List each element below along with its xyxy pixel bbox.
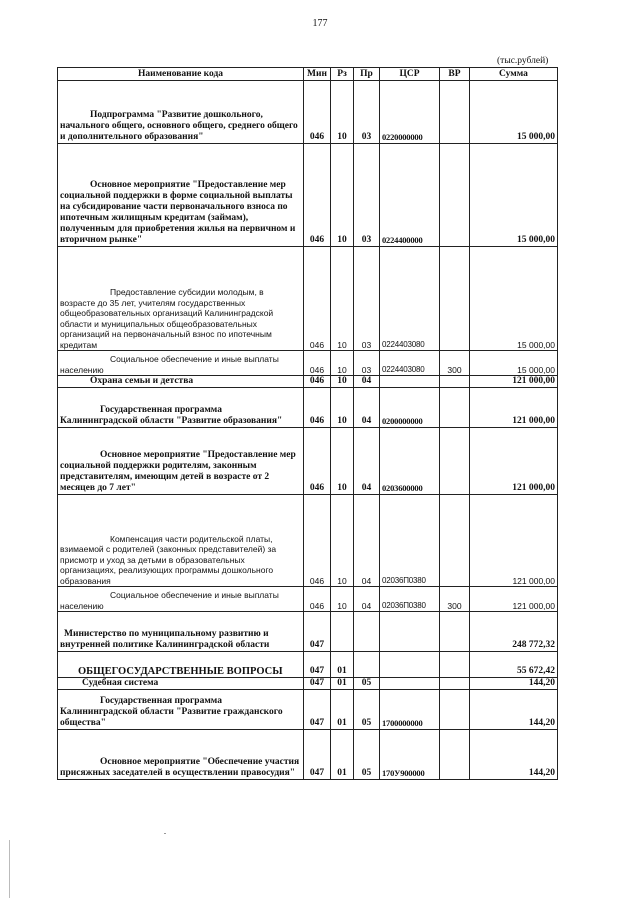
row-csr xyxy=(380,678,440,690)
row-rz: 01 xyxy=(331,652,354,678)
header-vr: ВР xyxy=(440,68,470,81)
row-rz: 01 xyxy=(331,690,354,730)
row-vr: 300 xyxy=(440,351,470,376)
row-pr: 05 xyxy=(354,730,380,780)
scan-mark xyxy=(164,833,166,834)
row-vr xyxy=(440,81,470,144)
row-csr: 0224400000 xyxy=(380,144,440,247)
row-vr xyxy=(440,144,470,247)
table-row xyxy=(58,428,558,495)
row-vr xyxy=(440,678,470,690)
row-csr: 0224403080 xyxy=(380,351,440,376)
row-rz: 10 xyxy=(331,376,354,388)
row-rz: 10 xyxy=(331,81,354,144)
row-csr: 0200000000 xyxy=(380,388,440,428)
row-min: 046 xyxy=(304,428,331,495)
row-sum: 248 772,32 xyxy=(470,612,558,652)
row-sum: 144,20 xyxy=(470,690,558,730)
row-vr xyxy=(440,495,470,587)
table-row xyxy=(58,690,558,730)
row-csr: 0220000000 xyxy=(380,81,440,144)
header-pr: Пр xyxy=(354,68,380,81)
table-row xyxy=(58,730,558,780)
table-row xyxy=(58,144,558,247)
header-rz: Рз xyxy=(331,68,354,81)
budget-table xyxy=(57,67,558,780)
row-sum: 15 000,00 xyxy=(470,247,558,351)
row-vr xyxy=(440,652,470,678)
row-csr: 170У900000 xyxy=(380,730,440,780)
row-rz: 10 xyxy=(331,428,354,495)
row-sum: 121 000,00 xyxy=(470,376,558,388)
row-min: 046 xyxy=(304,351,331,376)
row-sum: 144,20 xyxy=(470,678,558,690)
header-name: Наименование кода xyxy=(58,68,304,81)
row-min: 047 xyxy=(304,652,331,678)
row-pr: 03 xyxy=(354,81,380,144)
row-pr xyxy=(354,612,380,652)
row-vr xyxy=(440,428,470,495)
header-sum: Сумма xyxy=(470,68,558,81)
row-name: Судебная система xyxy=(58,678,304,690)
row-pr: 04 xyxy=(354,587,380,612)
row-name: Основное мероприятие "Предоставление мер социальной поддержки родителям, законным представителям, имеющим детей в возрасте от 2 месяцев до 7 лет" xyxy=(58,428,304,495)
header-csr: ЦСР xyxy=(380,68,440,81)
row-min: 046 xyxy=(304,587,331,612)
row-vr: 300 xyxy=(440,587,470,612)
row-vr xyxy=(440,690,470,730)
row-rz: 10 xyxy=(331,495,354,587)
row-rz xyxy=(331,612,354,652)
header-min: Мин xyxy=(304,68,331,81)
row-pr: 05 xyxy=(354,678,380,690)
row-rz: 10 xyxy=(331,587,354,612)
row-rz: 01 xyxy=(331,730,354,780)
row-vr xyxy=(440,388,470,428)
row-csr xyxy=(380,652,440,678)
row-csr xyxy=(380,376,440,388)
row-name: Компенсация части родительской платы, взимаемой с родителей (законных представителей) за присмотр и уход за детьми в образовательных организациях, реализующих программы дошкольного образования xyxy=(58,495,304,587)
row-min: 047 xyxy=(304,730,331,780)
row-pr: 04 xyxy=(354,428,380,495)
row-vr xyxy=(440,612,470,652)
row-csr: 02036П0380 xyxy=(380,587,440,612)
row-pr xyxy=(354,652,380,678)
row-min: 046 xyxy=(304,376,331,388)
row-sum: 144,20 xyxy=(470,730,558,780)
row-name: Государственная программа Калининградской области "Развитие образования" xyxy=(58,388,304,428)
table-row xyxy=(58,81,558,144)
table-row xyxy=(58,388,558,428)
row-name: Предоставление субсидии молодым, в возрасте до 35 лет, учителям государственных общеобразовательных организаций Калининградской области и муниципальных общеобразовательных организаций на первоначальный взнос по ипотечным кредитам xyxy=(58,247,304,351)
row-min: 046 xyxy=(304,247,331,351)
row-min: 047 xyxy=(304,678,331,690)
row-pr: 03 xyxy=(354,144,380,247)
row-csr: 02036П0380 xyxy=(380,495,440,587)
row-min: 046 xyxy=(304,495,331,587)
row-name: ОБЩЕГОСУДАРСТВЕННЫЕ ВОПРОСЫ xyxy=(58,652,304,678)
row-sum: 15 000,00 xyxy=(470,81,558,144)
row-name: Социальное обеспечение и иные выплаты населению xyxy=(58,351,304,376)
row-pr: 05 xyxy=(354,690,380,730)
row-sum: 121 000,00 xyxy=(470,388,558,428)
header-row xyxy=(58,68,558,81)
row-name: Социальное обеспечение и иные выплаты населению xyxy=(58,587,304,612)
row-csr: 0224403080 xyxy=(380,247,440,351)
unit-label: (тыс.рублей) xyxy=(497,56,549,66)
row-vr xyxy=(440,730,470,780)
row-pr: 04 xyxy=(354,495,380,587)
row-sum: 15 000,00 xyxy=(470,351,558,376)
row-name: Основное мероприятие "Обеспечение участия присяжных заседателей в осуществлении правосудия" xyxy=(58,730,304,780)
row-rz: 01 xyxy=(331,678,354,690)
row-name: Основное мероприятие "Предоставление мер социальной поддержки в форме социальной выплаты на субсидирование части первоначального взноса по ипотечным жилищным кредитам (займам), полученным для приобретения жилья на первичном и вторичном рынке" xyxy=(58,144,304,247)
row-sum: 121 000,00 xyxy=(470,587,558,612)
table-row xyxy=(58,495,558,587)
row-csr: 0203600000 xyxy=(380,428,440,495)
row-min: 046 xyxy=(304,388,331,428)
row-sum: 55 672,42 xyxy=(470,652,558,678)
row-sum: 15 000,00 xyxy=(470,144,558,247)
row-rz: 10 xyxy=(331,388,354,428)
table-row xyxy=(58,351,558,376)
row-vr xyxy=(440,376,470,388)
row-csr: 1700000000 xyxy=(380,690,440,730)
table-row xyxy=(58,612,558,652)
row-name: Охрана семьи и детства xyxy=(58,376,304,388)
row-name: Государственная программа Калининградской области "Развитие гражданского общества" xyxy=(58,690,304,730)
row-min: 046 xyxy=(304,144,331,247)
row-name: Подпрограмма "Развитие дошкольного, начального общего, основного общего, среднего общего и дополнительного образования" xyxy=(58,81,304,144)
row-sum: 121 000,00 xyxy=(470,495,558,587)
table-row xyxy=(58,247,558,351)
row-min: 047 xyxy=(304,690,331,730)
row-csr xyxy=(380,612,440,652)
row-name: Министерство по муниципальному развитию и внутренней политике Калининградской области xyxy=(58,612,304,652)
row-rz: 10 xyxy=(331,247,354,351)
row-min: 047 xyxy=(304,612,331,652)
row-rz: 10 xyxy=(331,144,354,247)
row-pr: 03 xyxy=(354,351,380,376)
table-row xyxy=(58,376,558,388)
row-pr: 03 xyxy=(354,247,380,351)
table-row xyxy=(58,678,558,690)
row-rz: 10 xyxy=(331,351,354,376)
row-vr xyxy=(440,247,470,351)
page-number: 177 xyxy=(312,18,328,29)
row-min: 046 xyxy=(304,81,331,144)
table-row xyxy=(58,652,558,678)
row-pr: 04 xyxy=(354,376,380,388)
scan-margin-line xyxy=(9,840,10,898)
row-sum: 121 000,00 xyxy=(470,428,558,495)
table-row xyxy=(58,587,558,612)
row-pr: 04 xyxy=(354,388,380,428)
